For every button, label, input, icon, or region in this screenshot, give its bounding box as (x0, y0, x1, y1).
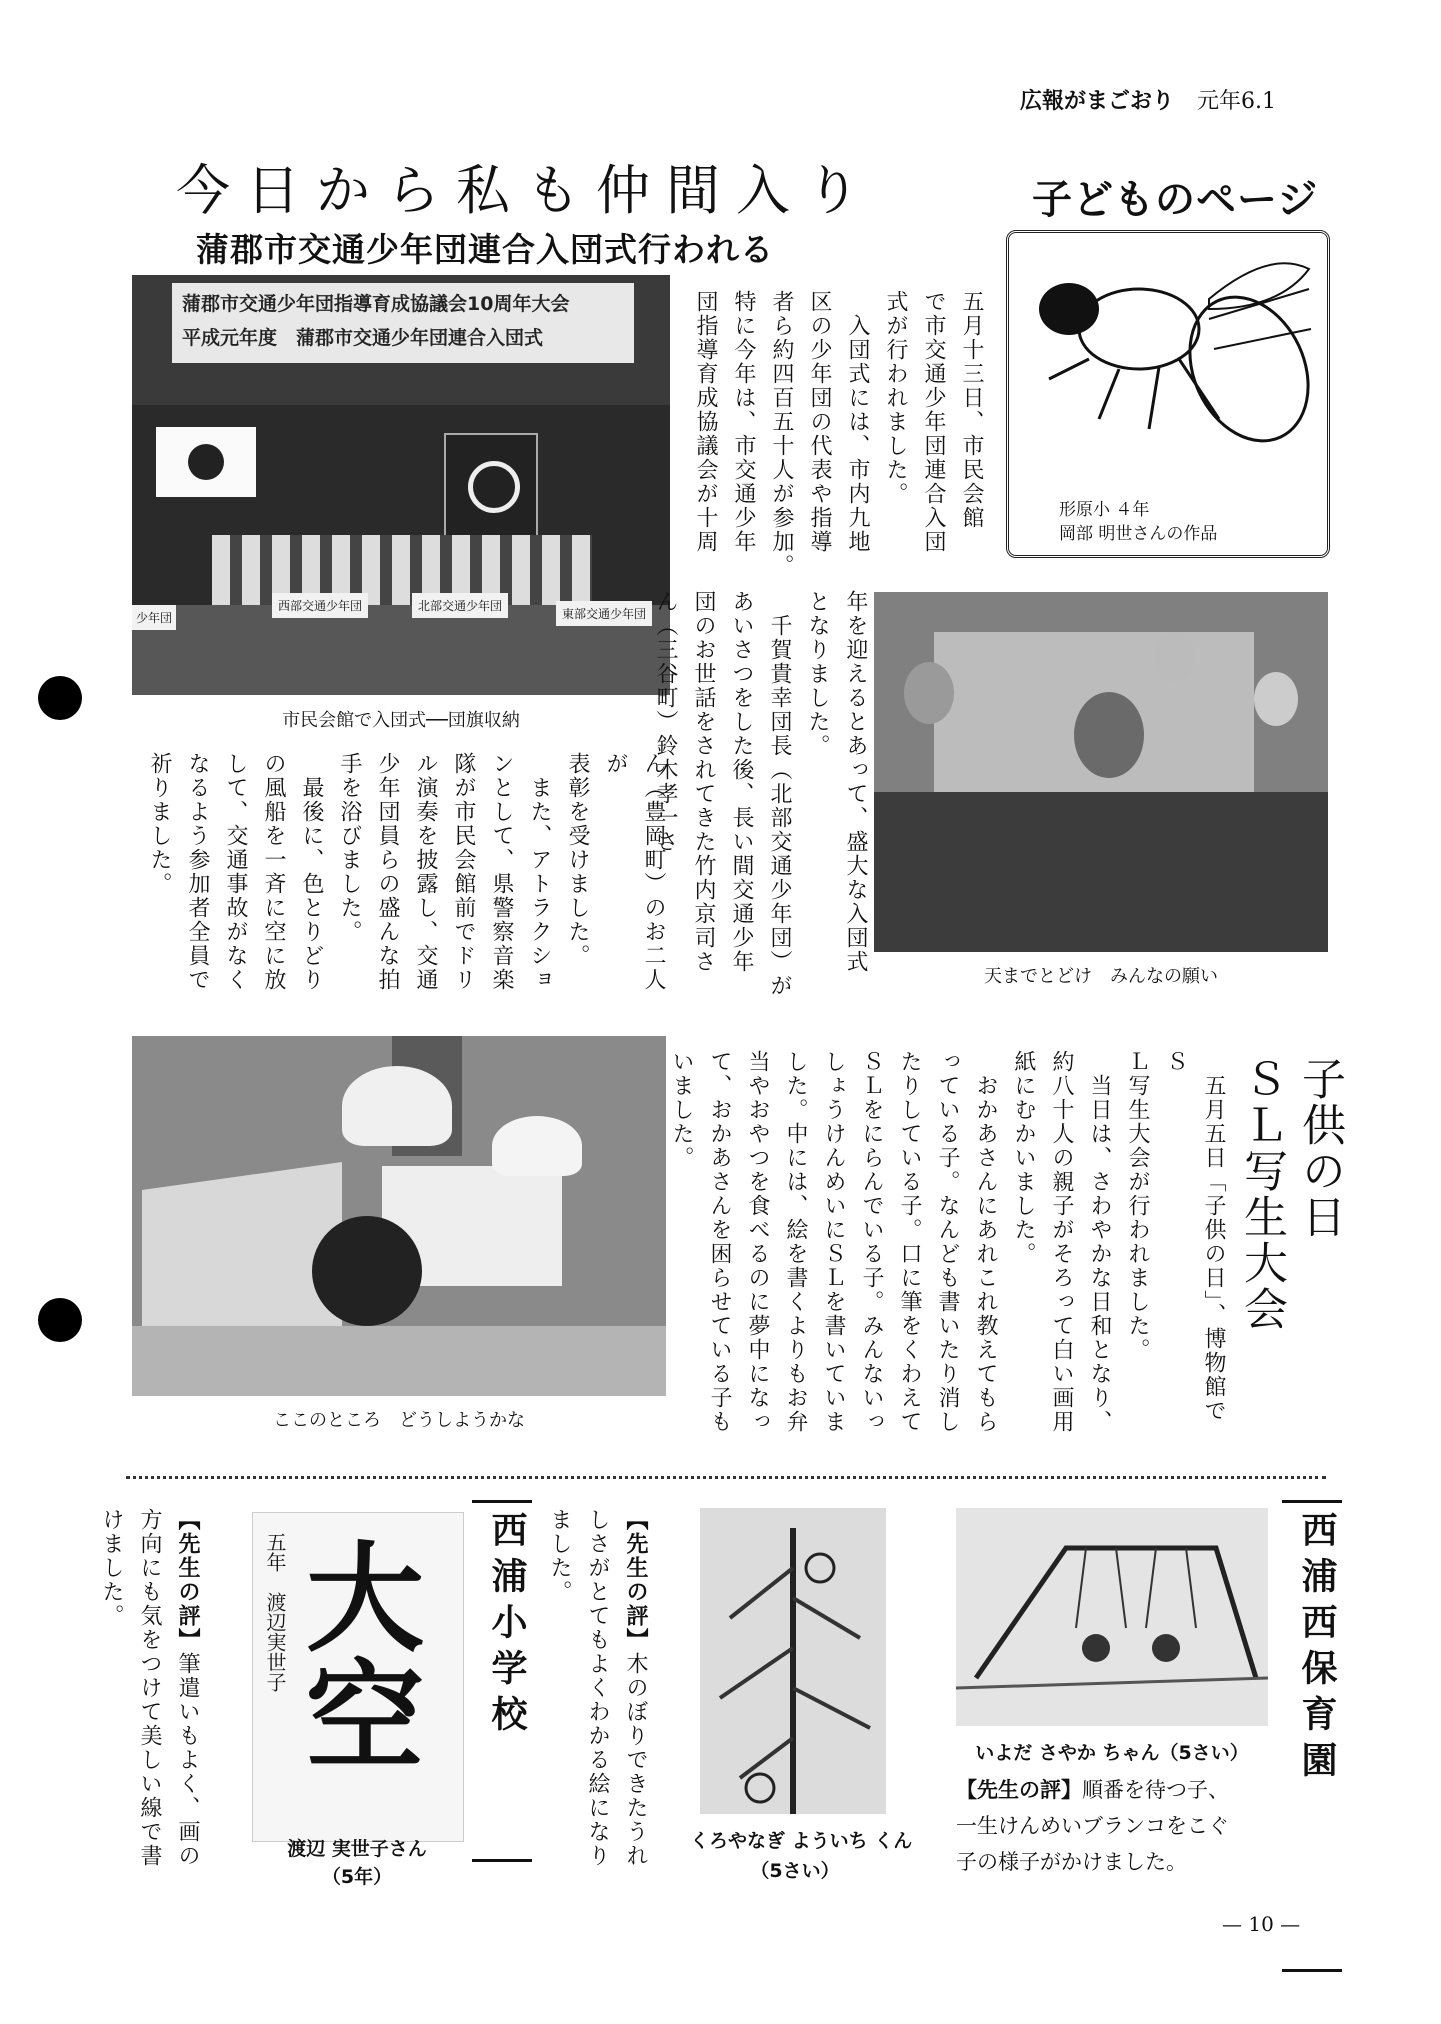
calligraphy-signature: 五年 渡辺実世子 (263, 1532, 287, 1692)
art2-comment-line3: 子の様子がかけました。 (956, 1850, 1187, 1874)
art2-comment-line2: 一生けんめいブランコをこぐ (956, 1814, 1229, 1838)
article2-headline: 子供の日 ＳＬ写生大会 (1236, 1056, 1345, 1332)
article2-text: 五月五日「子供の日」、博物館でＳ Ｌ写生大会が行われました。 当日は、さわやかな日和となり、 約八十人の親子がそろって白い画用 紙にむかいました。 おかあさんにあれこれ教えてもら っている子。なんども書いたり消し たりしている子。口に筆をくわえて ＳＬをにらんでいる子。みんないっ しょうけんめいにＳＬを書いていま した。中には、絵を書くよりもお弁 当やおやつを食べるのに夢中になっ て、おかあさんを困らせている子も いました。 (669, 1050, 1226, 1434)
publication-title: 広報がまごおり (1020, 89, 1175, 114)
balloon-3 (1154, 632, 1194, 682)
article1-text-top: 五月十三日、市民会館 で市交通少年団連合入団 式が行われました。 入団式には、市内九地 区の少年団の代表や指導 者ら約四百五十人が参加。 特に今年は、市交通少年 団指導育成協議会が十周 (693, 290, 984, 578)
school-author: 渡辺 実世子さん (287, 1838, 427, 1860)
school-name: 西浦小学校 (472, 1500, 532, 1862)
artwork-author: 岡部 明世さんの作品 (1059, 524, 1218, 544)
school-comment: 筆遣いもよく、画の 方向にも気をつけて美しい線で書 けました。 (99, 1508, 200, 1868)
school-comment-block (99, 1508, 244, 1888)
calligraphy-characters: 大空 (286, 1536, 425, 1772)
tree-climb-drawing (700, 1508, 886, 1814)
balloon-1 (1074, 692, 1144, 778)
art1-comment-block (547, 1508, 692, 1888)
art2-comment-line1 (956, 1774, 1229, 1804)
school-teacher-label: 【先生の評】 (175, 1508, 200, 1652)
nursery-name: 西浦西保育園 (1282, 1500, 1342, 1972)
balloon-2 (904, 662, 954, 724)
banner-line2: 平成元年度 蒲郡市交通少年団連合入団式 (182, 327, 544, 349)
crowd (874, 792, 1328, 952)
city-flag (444, 433, 538, 537)
art1-comment: 木のぼりできたうれ しさがとてもよくわかる絵になり ました。 (547, 1508, 648, 1868)
bee-drawing (1019, 249, 1319, 469)
adult-hat (342, 1066, 452, 1146)
binder-hole-bottom (38, 1298, 82, 1342)
art2-comment-1: 順番を待つ子、 (1082, 1778, 1229, 1802)
article1-subheadline: 蒲郡市交通少年団連合入団式行われる (196, 230, 774, 269)
issue-date: 元年6.1 (1197, 89, 1277, 114)
header (1020, 84, 1276, 115)
ceremony-photo-caption: 市民会館で入団式──団旗収納 (282, 710, 520, 731)
child-hat (492, 1116, 582, 1176)
article1-text-lower-right: 年を迎えるとあって、盛大な入団式 となりました。 千賀貴幸団長（北部交通少年団）が あいさつをした後、長い間交通少年 団のお世話をされてきた竹内京司さ ん（三谷町）鈴木孝一さ (653, 590, 868, 998)
art1-age: （5さい） (750, 1860, 840, 1882)
members-row (212, 535, 592, 605)
school-author-grade: （5年） (321, 1866, 393, 1888)
sketching-photo (132, 1036, 666, 1396)
sign-board-4: 少年団 (132, 605, 176, 630)
boy-cap (312, 1216, 422, 1326)
ceremony-photo (132, 275, 670, 695)
balloon-photo (874, 592, 1328, 952)
article1-headline: 今日から私も仲間入り (176, 159, 876, 222)
art1-teacher-label: 【先生の評】 (623, 1508, 648, 1652)
section-divider (126, 1476, 1326, 1479)
sign-board-1: 西部交通少年団 (272, 593, 368, 618)
ground-mat (132, 1326, 666, 1396)
sketching-photo-caption: ここのところ どうしようかな (273, 1410, 525, 1431)
japan-flag (156, 427, 256, 497)
swing-drawing (956, 1508, 1268, 1726)
kids-artwork-frame (1006, 230, 1330, 558)
art1-author: くろやなぎ よういち くん (690, 1830, 913, 1852)
kids-page-title: 子どものページ (1032, 177, 1319, 223)
art2-author: いよだ さやか ちゃん（5さい） (975, 1742, 1249, 1764)
sign-board-3: 東部交通少年団 (556, 601, 652, 626)
balloon-4 (1254, 672, 1298, 726)
binder-hole-top (38, 676, 82, 720)
sign-board-2: 北部交通少年団 (412, 593, 508, 618)
artwork-school: 形原小 ４年 (1059, 500, 1150, 520)
art2-teacher-label: 【先生の評】 (956, 1778, 1082, 1802)
swing-sketch (956, 1508, 1268, 1726)
banner-line1: 蒲郡市交通少年団指導育成協議会10周年大会 (182, 293, 570, 315)
article1-text-lower-left: ん（豊岡町）のお二人が 表彰を受けました。 また、アトラクショ ンとして、県警察音楽 隊が市民会館前でドリ ル演奏を披露し、交通 少年団員らの盛んな拍 手を浴びました。 最後に、色とりどり の風船を一斉に空に放 して、交通事故がなく なるよう参加者全員で 祈りました。 (147, 752, 666, 992)
tree-drawing (700, 1508, 886, 1814)
balloon-photo-caption: 天までとどけ みんなの願い (984, 966, 1218, 987)
page-number: — 10 — (1222, 1912, 1301, 1936)
